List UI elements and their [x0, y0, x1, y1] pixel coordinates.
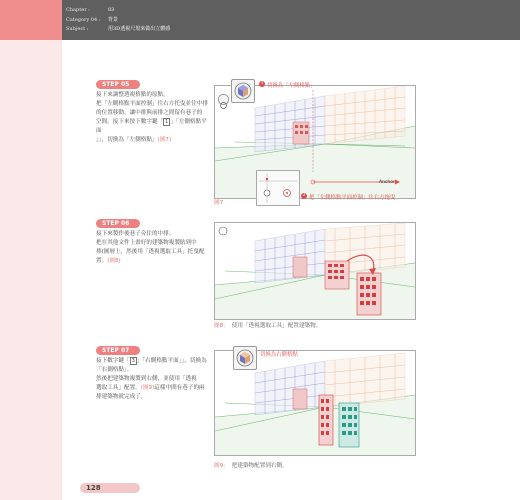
step-06-line-1: 接下來製作後巷子旁住的中排。 [96, 231, 175, 237]
perspective-mode-icon [219, 101, 228, 110]
badge-2: 2 [302, 193, 306, 198]
key-1: 1 [165, 119, 169, 125]
subject-value: 用3D透視尺規來做出立體感 [108, 26, 171, 32]
right-grid-widget-icon[interactable] [233, 346, 257, 370]
subject-key: Subject : [66, 26, 89, 32]
page-number: 128 [86, 484, 101, 492]
step-06-text [96, 230, 208, 266]
callout-drag-left-control: 把「左側格點平面控制」往右方拖曳 [309, 195, 396, 201]
callout-switch-right-grid: 切換為右側格點 [260, 352, 298, 358]
anchor-label: Anchor [379, 180, 395, 185]
figure-8-caption: 圖8： 使用「透視選取工具」配置建築物。 [214, 323, 322, 329]
chapter-key: Chapter : [66, 7, 90, 13]
figure-8-perspective-grid [215, 223, 415, 319]
figure-9-caption: 圖9： 把建築物配置到右側。 [214, 463, 288, 469]
step-06-line-4: 置。(圖8) [96, 258, 121, 264]
cube-icon [232, 80, 254, 102]
step-07-line-3: 然後把建築物複製到右側，並使用「透視 [96, 376, 197, 382]
step-05-line-1: 接下來調整透視格點的原點。 [96, 92, 169, 98]
control-handles-icon [257, 171, 299, 205]
header-category-row [66, 16, 118, 23]
category-value: 背景 [108, 17, 119, 23]
step-07-label: STEP 07 [96, 346, 140, 355]
header-accent-block [0, 0, 62, 40]
widget-mode-icon[interactable] [218, 94, 229, 105]
figure-7-caption: 圖7 [214, 200, 224, 206]
step-07-fig-ref: (圖9) [140, 385, 155, 391]
badge-1: 1 [260, 81, 264, 86]
cube-right-icon [234, 347, 256, 369]
step-05-line-2: 把「左側格點平面控制」往右方托曳並往中排 [96, 101, 208, 107]
step-07-line-1: 接下數字鍵「 3 」「右側格點平面」」，切換為 [96, 358, 207, 364]
step-05-label: STEP 05 [96, 80, 140, 89]
step-07-line-2: 「右側格點」。 [96, 367, 133, 373]
step-06-line-2: 把在其他文件上畫好的建築物複製貼到中 [96, 240, 197, 246]
chapter-header [0, 0, 520, 40]
zoom-inset [256, 170, 300, 206]
step-07-text [96, 357, 208, 402]
perspective-widget-icon[interactable] [231, 79, 255, 103]
chapter-value: 03 [108, 7, 115, 13]
step-05-text [96, 91, 208, 145]
step-05-line-3: 的位置移動，讓中排與前排之間留有巷子的 [96, 110, 203, 116]
page-number-tab [80, 483, 140, 493]
step-05-line-4: 空間。接下來按下數字鍵「 1 」「左側格點平面 [96, 119, 207, 134]
step-05-fig-ref: (圖7) [157, 137, 172, 143]
step-06-fig-ref: (圖8) [107, 258, 121, 264]
step-05-line-5: 」」，切換為「左側格點」(圖7) [96, 137, 172, 143]
header-chapter-row [66, 7, 114, 13]
step-06-line-3: 排(圖層上，然後用「透視選取工具」托曳配 [96, 249, 205, 255]
step-07-line-5: 排建築物就完成了。 [96, 394, 147, 400]
left-margin-band [0, 40, 62, 500]
header-subject-row [66, 25, 170, 32]
key-3: 3 [131, 358, 135, 364]
callout-switch-left-grid: 切換為「左側格點」 [267, 83, 316, 89]
category-key: Category 04 : [66, 17, 101, 23]
figure-8-panel [214, 222, 416, 320]
step-07-line-4: 選取工具」配置。(圖9)這樣中間有巷子的兩 [96, 385, 205, 391]
step-06-label: STEP 06 [96, 219, 140, 228]
